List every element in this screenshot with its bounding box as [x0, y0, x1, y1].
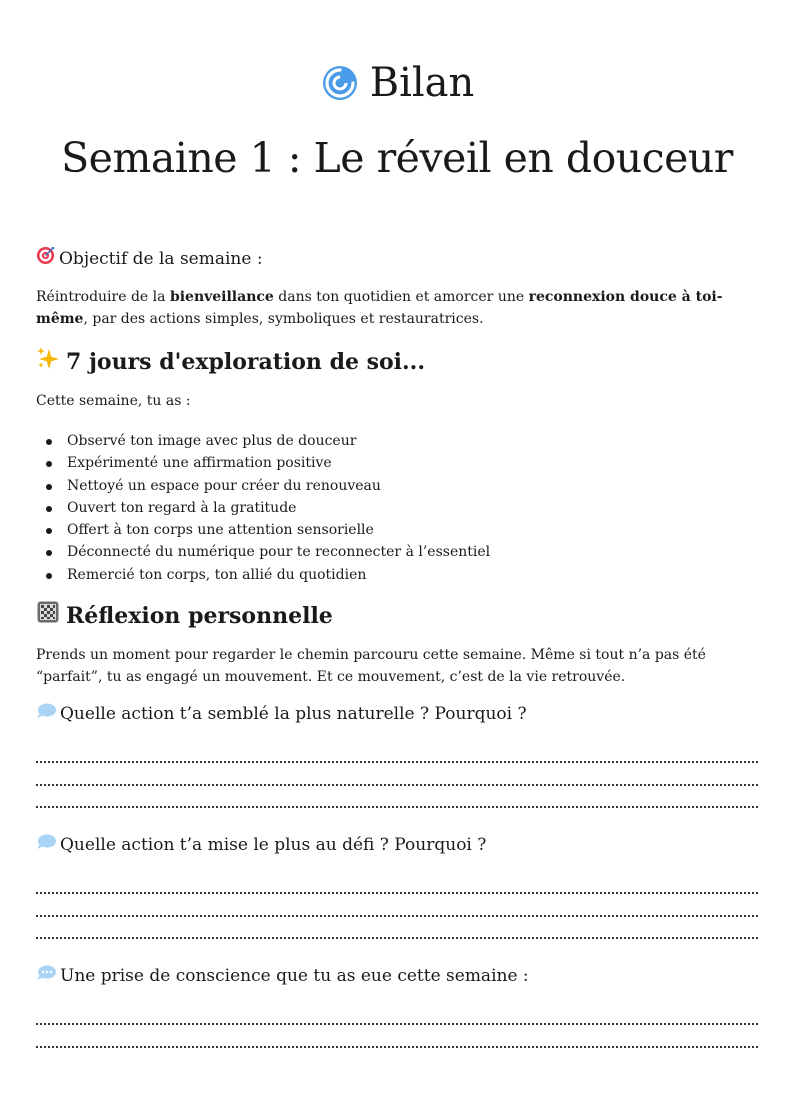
abacus-icon	[36, 600, 60, 632]
question-1	[36, 702, 758, 726]
list-item: Ouvert ton regard à la gratitude	[36, 497, 758, 519]
reflexion-heading-text: Réflexion personnelle	[66, 603, 333, 630]
answer-line[interactable]	[36, 880, 758, 894]
page-title	[36, 58, 758, 108]
question-3-text: Une prise de conscience que tu as eue cette semaine :	[60, 966, 529, 987]
sparkles-icon	[36, 346, 60, 378]
list-item: Déconnecté du numérique pour te reconnecter à l’essentiel	[36, 541, 758, 563]
list-item: Remercié ton corps, ton allié du quotidien	[36, 564, 758, 586]
page-subtitle: Semaine 1 : Le réveil en douceur	[61, 134, 733, 182]
title-text: Bilan	[369, 60, 475, 106]
target-icon	[36, 246, 55, 271]
answer-line[interactable]	[36, 894, 758, 917]
objective-text-part: Réintroduire de la	[36, 289, 170, 305]
question-2	[36, 833, 758, 857]
answer-line[interactable]	[36, 786, 758, 809]
answer-line[interactable]	[36, 917, 758, 940]
objective-text-part: dans ton quotidien et amorcer une	[273, 289, 529, 305]
thinking-bubble-icon	[36, 964, 56, 988]
objective-text-bold: reconnexion douce à toi-même	[36, 289, 723, 327]
answer-line[interactable]	[36, 749, 758, 763]
objective-text-part: , par des actions simples, symboliques et restauratrices.	[83, 311, 484, 327]
list-item: Nettoyé un espace pour créer du renouveau	[36, 475, 758, 497]
objective-label-text: Objectif de la semaine :	[59, 248, 263, 269]
answer-lines-1[interactable]	[36, 749, 758, 808]
list-item: Observé ton image avec plus de douceur	[36, 430, 758, 452]
answer-line[interactable]	[36, 1025, 758, 1048]
objective-text	[36, 286, 758, 330]
list-item: Offert à ton corps une attention sensorielle	[36, 519, 758, 541]
objective-text-bold: bienveillance	[169, 289, 274, 305]
answer-lines-3[interactable]	[36, 1011, 758, 1048]
objective-label	[36, 246, 758, 271]
exploration-list	[36, 430, 758, 586]
answer-line[interactable]	[36, 763, 758, 786]
question-1-text: Quelle action t’a semblé la plus naturelle ? Pourquoi ?	[60, 704, 527, 725]
document-page	[36, 0, 758, 1048]
exploration-heading-text: 7 jours d'exploration de soi...	[66, 349, 426, 375]
exploration-intro: Cette semaine, tu as :	[36, 393, 191, 409]
question-2-text: Quelle action t’a mise le plus au défi ? Pourquoi ?	[60, 835, 487, 856]
list-item: Expérimenté une affirmation positive	[36, 452, 758, 474]
exploration-heading	[36, 346, 758, 378]
reflexion-text: Prends un moment pour regarder le chemin parcouru cette semaine. Même si tout n’a pas été “parfait”, tu as engagé un mouvement. Et ce mouvement, c’est de la vie retrouvée.	[36, 647, 706, 686]
reflexion-heading	[36, 600, 758, 632]
title-block	[36, 58, 758, 184]
answer-lines-2[interactable]	[36, 880, 758, 939]
cyclone-icon	[320, 63, 360, 103]
question-3	[36, 964, 758, 988]
answer-line[interactable]	[36, 1011, 758, 1025]
speech-bubble-icon	[36, 833, 56, 857]
speech-bubble-icon	[36, 702, 56, 726]
